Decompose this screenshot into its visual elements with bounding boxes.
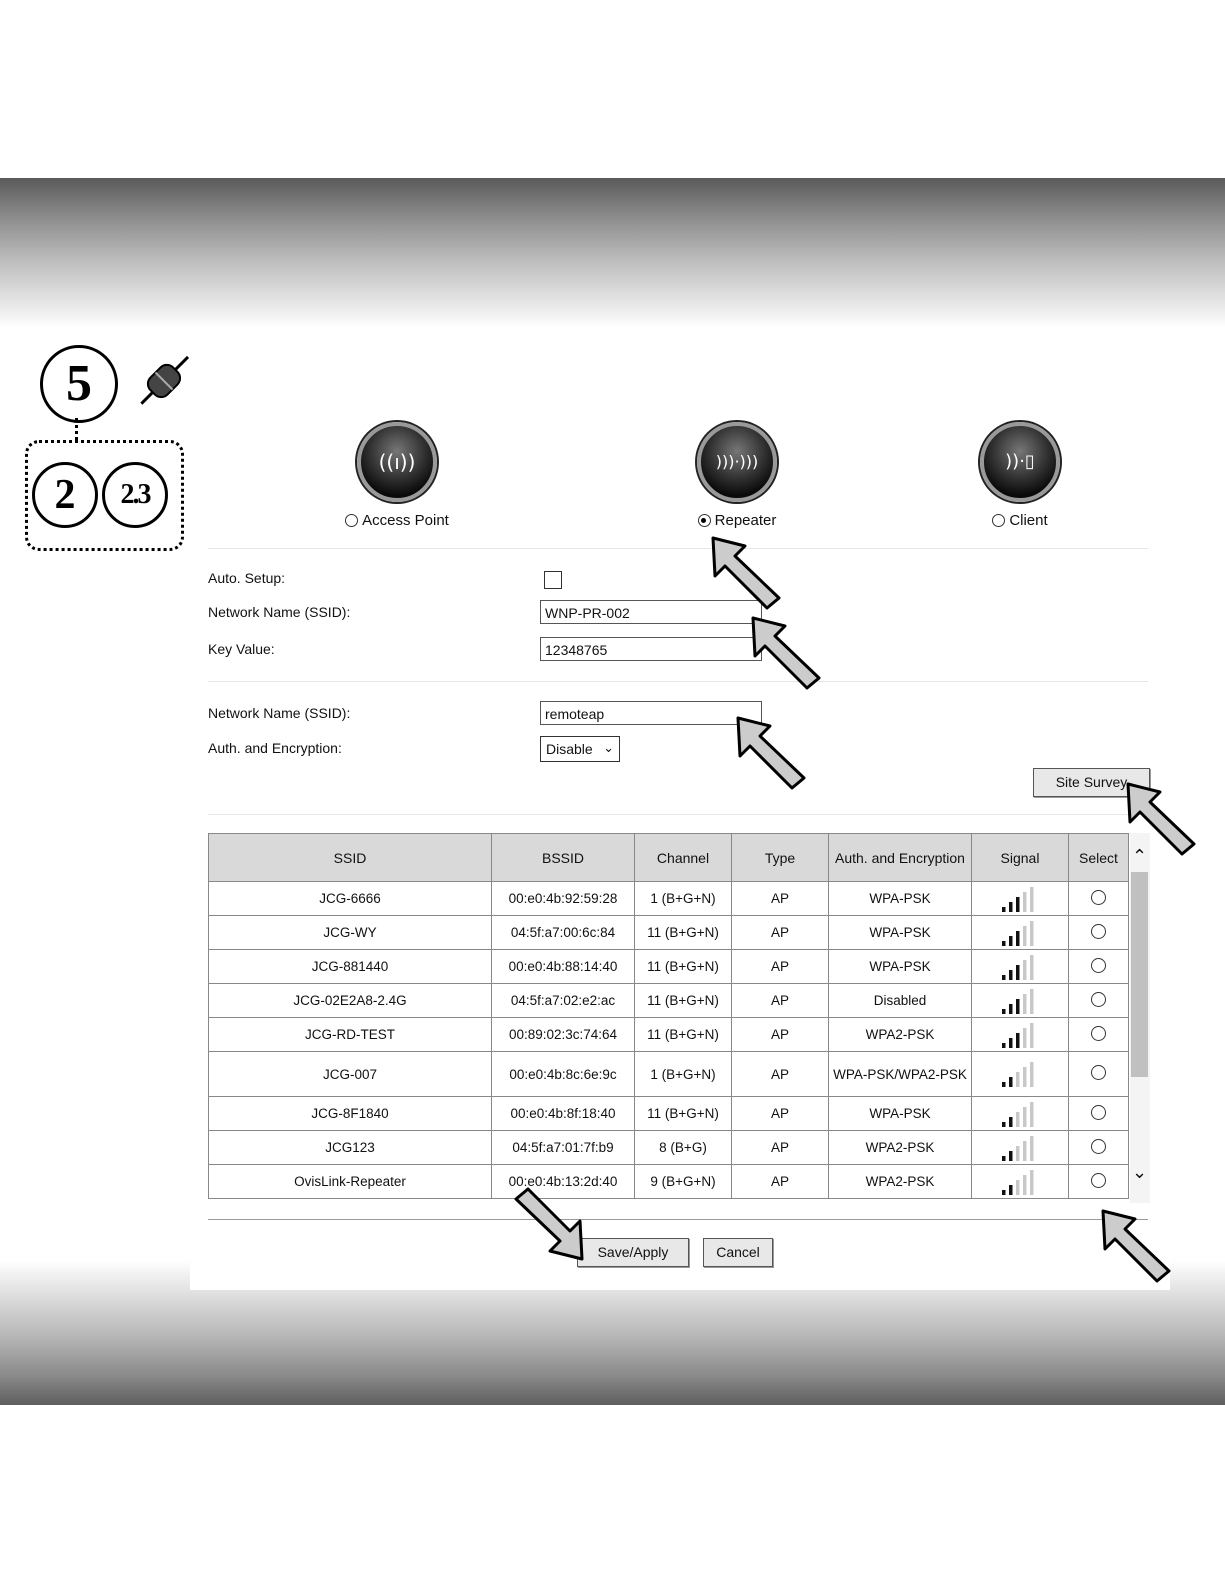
client-label: Client — [1009, 512, 1048, 529]
table-row[interactable] — [209, 950, 1129, 984]
signal-bar — [1023, 926, 1027, 946]
cell-ssid: JCG-WY — [209, 916, 492, 950]
header-gradient-band — [0, 178, 1225, 328]
cell-type: AP — [732, 1052, 829, 1097]
remote-ssid-input[interactable]: remoteap — [540, 701, 762, 725]
step-number-badge: 5 — [40, 345, 118, 423]
cell-channel: 8 (B+G) — [635, 1131, 732, 1165]
signal-bar — [1016, 965, 1020, 980]
cell-type: AP — [732, 1097, 829, 1131]
table-row[interactable] — [209, 1165, 1129, 1199]
col-channel: Channel — [635, 834, 732, 882]
auth-encryption-select[interactable] — [540, 736, 620, 762]
signal-bar — [1016, 1033, 1020, 1048]
table-row[interactable] — [209, 1131, 1129, 1165]
scroll-up-icon[interactable]: ⌃ — [1132, 846, 1148, 867]
signal-strength-icon — [1000, 1135, 1040, 1161]
signal-bar — [1016, 897, 1020, 912]
cell-channel: 1 (B+G+N) — [635, 1052, 732, 1097]
signal-bar — [1016, 1112, 1020, 1127]
cell-auth: WPA-PSK/WPA2-PSK — [829, 1052, 972, 1097]
cell-auth: WPA2-PSK — [829, 1018, 972, 1052]
signal-bar — [1002, 1122, 1006, 1127]
remote-ssid-label: Network Name (SSID): — [208, 705, 351, 721]
cell-bssid: 00:e0:4b:8f:18:40 — [492, 1097, 635, 1131]
table-header-row — [209, 834, 1129, 882]
signal-bar — [1030, 989, 1034, 1014]
signal-bar — [1009, 1077, 1013, 1087]
signal-bar — [1016, 999, 1020, 1014]
signal-bar — [1009, 1185, 1013, 1195]
signal-bar — [1023, 1141, 1027, 1161]
signal-bar — [1030, 887, 1034, 912]
cell-signal — [972, 1097, 1069, 1131]
pointer-arrow-icon — [510, 1185, 590, 1265]
chevron-down-icon: ⌄ — [603, 741, 614, 756]
mode-access-point[interactable] — [297, 422, 497, 529]
signal-bar — [1030, 1170, 1034, 1195]
cell-channel: 11 (B+G+N) — [635, 1018, 732, 1052]
col-select: Select — [1069, 834, 1129, 882]
cell-bssid: 00:89:02:3c:74:64 — [492, 1018, 635, 1052]
cell-channel: 11 (B+G+N) — [635, 950, 732, 984]
col-type: Type — [732, 834, 829, 882]
table-row[interactable] — [209, 984, 1129, 1018]
cell-auth: WPA-PSK — [829, 916, 972, 950]
cell-type: AP — [732, 984, 829, 1018]
cell-signal — [972, 984, 1069, 1018]
cell-type: AP — [732, 1018, 829, 1052]
signal-bar — [1009, 970, 1013, 980]
cell-ssid: JCG123 — [209, 1131, 492, 1165]
auto-setup-checkbox[interactable] — [544, 571, 562, 589]
cell-type: AP — [732, 950, 829, 984]
pointer-arrow-icon — [1095, 1205, 1175, 1285]
col-signal: Signal — [972, 834, 1069, 882]
signal-bar — [1023, 1028, 1027, 1048]
key-value-label: Key Value: — [208, 641, 275, 657]
cell-bssid: 04:5f:a7:00:6c:84 — [492, 916, 635, 950]
signal-bar — [1009, 1038, 1013, 1048]
cell-select — [1069, 916, 1129, 950]
cell-select — [1069, 950, 1129, 984]
pointer-arrow-icon — [1120, 778, 1200, 858]
cell-type: AP — [732, 916, 829, 950]
cell-signal — [972, 1052, 1069, 1097]
cell-ssid: JCG-02E2A8-2.4G — [209, 984, 492, 1018]
col-auth: Auth. and Encryption — [829, 834, 972, 882]
cell-auth: WPA-PSK — [829, 1097, 972, 1131]
cell-select — [1069, 882, 1129, 916]
cell-select — [1069, 1018, 1129, 1052]
select-network-radio[interactable] — [1091, 958, 1106, 973]
col-bssid: BSSID — [492, 834, 635, 882]
signal-bar — [1030, 1136, 1034, 1161]
cell-ssid: JCG-007 — [209, 1052, 492, 1097]
signal-bar — [1016, 1180, 1020, 1195]
pointer-arrow-icon — [730, 712, 810, 792]
signal-bar — [1030, 921, 1034, 946]
table-row[interactable] — [209, 882, 1129, 916]
scroll-down-icon[interactable]: ⌄ — [1132, 1162, 1148, 1183]
cell-type: AP — [732, 882, 829, 916]
access-point-radio[interactable] — [345, 514, 358, 527]
cell-signal — [972, 1018, 1069, 1052]
signal-bar — [1009, 902, 1013, 912]
select-network-radio[interactable] — [1091, 1139, 1106, 1154]
client-radio[interactable] — [992, 514, 1005, 527]
cell-signal — [972, 1165, 1069, 1199]
divider — [208, 681, 1148, 682]
repeater-radio[interactable] — [698, 514, 711, 527]
cell-bssid: 00:e0:4b:88:14:40 — [492, 950, 635, 984]
select-network-radio[interactable] — [1091, 1065, 1106, 1080]
cell-channel: 11 (B+G+N) — [635, 916, 732, 950]
signal-bar — [1009, 1004, 1013, 1014]
cell-signal — [972, 882, 1069, 916]
signal-bar — [1023, 892, 1027, 912]
signal-bar — [1009, 1117, 1013, 1127]
signal-bar — [1030, 955, 1034, 980]
signal-bar — [1016, 931, 1020, 946]
table-row[interactable] — [209, 1018, 1129, 1052]
cell-channel: 1 (B+G+N) — [635, 882, 732, 916]
divider — [208, 548, 1148, 549]
access-point-icon: ((ı)) — [357, 422, 437, 502]
ssid-label: Network Name (SSID): — [208, 604, 351, 620]
divider — [208, 814, 1148, 815]
save-apply-button[interactable]: Save/Apply — [577, 1238, 689, 1267]
divider — [208, 1219, 1148, 1220]
cell-channel: 11 (B+G+N) — [635, 984, 732, 1018]
table-row[interactable] — [209, 1052, 1129, 1097]
cell-signal — [972, 916, 1069, 950]
signal-bar — [1002, 975, 1006, 980]
repeater-icon: )))·))) — [697, 422, 777, 502]
signal-bar — [1002, 1190, 1006, 1195]
client-icon: ))·▯ — [980, 422, 1060, 502]
signal-bar — [1023, 1067, 1027, 1087]
signal-bar — [1023, 1175, 1027, 1195]
access-point-label: Access Point — [362, 512, 449, 529]
site-survey-button[interactable]: Site Survey — [1033, 768, 1150, 797]
step-connector-line — [75, 418, 78, 440]
cell-select — [1069, 1165, 1129, 1199]
auth-encryption-value: Disable — [546, 741, 593, 757]
pointer-arrow-icon — [705, 532, 785, 612]
cell-signal — [972, 950, 1069, 984]
cell-select — [1069, 1052, 1129, 1097]
site-survey-table — [208, 833, 1129, 1199]
cell-select — [1069, 984, 1129, 1018]
cell-type: AP — [732, 1165, 829, 1199]
signal-strength-icon — [1000, 1022, 1040, 1048]
mode-client[interactable] — [920, 422, 1120, 529]
signal-bar — [1002, 1009, 1006, 1014]
signal-bar — [1030, 1023, 1034, 1048]
cell-type: AP — [732, 1131, 829, 1165]
cell-bssid: 04:5f:a7:02:e2:ac — [492, 984, 635, 1018]
signal-bar — [1002, 907, 1006, 912]
cell-auth: Disabled — [829, 984, 972, 1018]
cell-bssid: 00:e0:4b:13:2d:40 — [492, 1165, 635, 1199]
select-network-radio[interactable] — [1091, 1026, 1106, 1041]
table-row[interactable] — [209, 916, 1129, 950]
signal-bar — [1030, 1102, 1034, 1127]
cell-channel: 11 (B+G+N) — [635, 1097, 732, 1131]
substep-badge-2: 2 — [32, 462, 98, 528]
select-network-radio[interactable] — [1091, 924, 1106, 939]
cell-ssid: JCG-RD-TEST — [209, 1018, 492, 1052]
select-network-radio[interactable] — [1091, 890, 1106, 905]
signal-strength-icon — [1000, 1061, 1040, 1087]
cell-bssid: 00:e0:4b:8c:6e:9c — [492, 1052, 635, 1097]
signal-strength-icon — [1000, 1169, 1040, 1195]
cell-signal — [972, 1131, 1069, 1165]
cell-bssid: 00:e0:4b:92:59:28 — [492, 882, 635, 916]
pointer-arrow-icon — [745, 612, 825, 692]
signal-strength-icon — [1000, 954, 1040, 980]
cell-auth: WPA2-PSK — [829, 1165, 972, 1199]
select-network-radio[interactable] — [1091, 992, 1106, 1007]
signal-bar — [1030, 1062, 1034, 1087]
signal-bar — [1002, 1082, 1006, 1087]
repeater-label: Repeater — [714, 512, 777, 529]
signal-bar — [1023, 960, 1027, 980]
cell-auth: WPA-PSK — [829, 950, 972, 984]
signal-bar — [1002, 941, 1006, 946]
signal-strength-icon — [1000, 920, 1040, 946]
signal-bar — [1002, 1156, 1006, 1161]
key-value-input[interactable]: 12348765 — [540, 637, 762, 661]
signal-bar — [1009, 1151, 1013, 1161]
signal-strength-icon — [1000, 1101, 1040, 1127]
scrollbar-thumb[interactable] — [1131, 872, 1148, 1077]
substep-badge-2-3: 2.3 — [102, 462, 168, 528]
cell-select — [1069, 1097, 1129, 1131]
cell-ssid: JCG-881440 — [209, 950, 492, 984]
signal-strength-icon — [1000, 988, 1040, 1014]
signal-bar — [1023, 994, 1027, 1014]
signal-bar — [1009, 936, 1013, 946]
signal-bar — [1023, 1107, 1027, 1127]
cell-channel: 9 (B+G+N) — [635, 1165, 732, 1199]
cell-auth: WPA2-PSK — [829, 1131, 972, 1165]
cell-select — [1069, 1131, 1129, 1165]
auth-encryption-label: Auth. and Encryption: — [208, 740, 342, 756]
ssid-input[interactable]: WNP-PR-002 — [540, 600, 762, 624]
table-row[interactable] — [209, 1097, 1129, 1131]
col-ssid: SSID — [209, 834, 492, 882]
mode-repeater[interactable] — [637, 422, 837, 529]
cell-auth: WPA-PSK — [829, 882, 972, 916]
signal-bar — [1016, 1146, 1020, 1161]
cell-ssid: OvisLink-Repeater — [209, 1165, 492, 1199]
signal-strength-icon — [1000, 886, 1040, 912]
cancel-button[interactable]: Cancel — [703, 1238, 773, 1267]
select-network-radio[interactable] — [1091, 1173, 1106, 1188]
cell-ssid: JCG-8F1840 — [209, 1097, 492, 1131]
auto-setup-label: Auto. Setup: — [208, 570, 286, 586]
signal-bar — [1002, 1043, 1006, 1048]
cell-ssid: JCG-6666 — [209, 882, 492, 916]
select-network-radio[interactable] — [1091, 1105, 1106, 1120]
cell-bssid: 04:5f:a7:01:7f:b9 — [492, 1131, 635, 1165]
signal-bar — [1016, 1072, 1020, 1087]
